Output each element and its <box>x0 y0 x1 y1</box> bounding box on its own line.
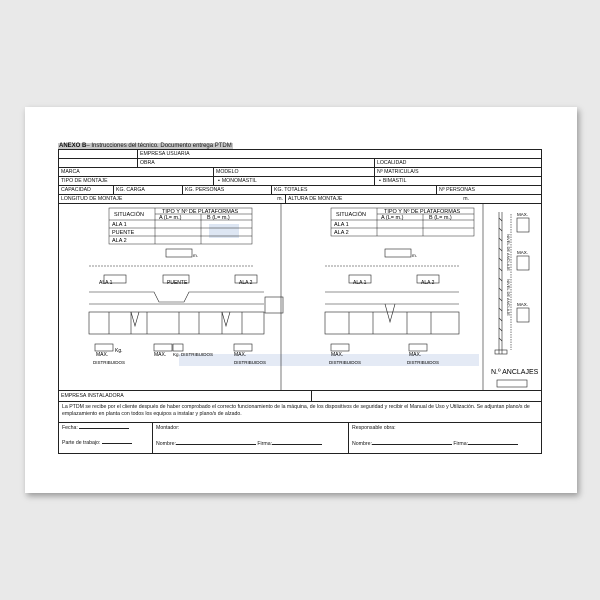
bim-m-label: m. <box>193 253 198 258</box>
bim-row-ala2: ALA 2 <box>112 238 127 244</box>
label-responsable-nombre: Nombre: <box>352 441 372 447</box>
bim-col-a: A (L= m.) <box>159 215 182 221</box>
label-empresa-instaladora: EMPRESA INSTALADORA <box>61 393 124 399</box>
bim-kg-1: Kg. <box>115 348 123 354</box>
fecha-line[interactable] <box>79 428 129 429</box>
label-capacidad: CAPACIDAD <box>61 187 91 193</box>
mono-col-b: B (L= m.) <box>429 215 452 221</box>
label-kg-carga: KG. CARGA <box>116 187 145 193</box>
mono-col-a: A (L= m.) <box>381 215 404 221</box>
row-marca <box>58 168 542 177</box>
checkbox-monomastil[interactable]: ▪ <box>218 178 220 184</box>
label-fecha: Fecha: <box>62 425 78 431</box>
mast-max-2: MAX. <box>517 250 529 255</box>
montador-column <box>153 423 349 453</box>
mono-m-label: m. <box>412 253 417 258</box>
diagram-area <box>58 204 542 391</box>
label-bimastil: BIMASTIL <box>382 178 407 184</box>
label-kg-personas: KG. PERSONAS <box>185 187 225 193</box>
field-kg-totales[interactable] <box>272 186 437 194</box>
unit-m-longitud: m. <box>277 196 283 202</box>
mono-row-ala2: ALA 2 <box>334 230 349 236</box>
bim-max-1: MAX. <box>96 352 109 358</box>
mast-max-3: MAX. <box>517 302 529 307</box>
bim-ala2-label: ALA 2 <box>239 280 253 286</box>
responsable-nombre-line[interactable] <box>372 444 452 445</box>
annex-title-highlight <box>58 143 233 149</box>
label-modelo: MODELO <box>216 169 239 175</box>
checkbox-bimastil[interactable]: ▪ <box>379 178 381 184</box>
blank-cell <box>59 150 138 158</box>
row-empresa-usuaria <box>58 149 542 159</box>
label-responsable-firma: Firma: <box>453 441 469 447</box>
label-altura-montaje: ALTURA DE MONTAJE <box>288 196 343 202</box>
label-localidad: LOCALIDAD <box>377 160 407 166</box>
label-cell-capacidad <box>59 186 114 194</box>
field-n-personas[interactable] <box>437 186 541 194</box>
bim-puente-label: PUENTE <box>167 280 188 286</box>
monomastil-diagram <box>325 249 459 351</box>
bim-kg-distribuidos: Kg. DISTRIBUIDOS <box>173 352 214 357</box>
option-monomastil[interactable] <box>214 177 375 185</box>
label-obra: OBRA <box>140 160 155 166</box>
label-cell-tipo-montaje <box>59 177 214 185</box>
mono-tipo-header: TIPO Y Nº DE PLATAFORMAS <box>384 209 461 215</box>
document-sheet <box>25 107 577 493</box>
bim-tipo-header: TIPO Y Nº DE PLATAFORMAS <box>162 209 239 215</box>
mono-row-ala1: ALA 1 <box>334 222 349 228</box>
bim-situacion: SITUACIÓN <box>114 212 144 218</box>
bim-ala1-label: ALA 1 <box>99 280 113 286</box>
mono-max-2: MAX. <box>409 352 422 358</box>
option-bimastil[interactable] <box>375 177 541 185</box>
field-kg-personas[interactable] <box>183 186 272 194</box>
label-montador: Montador: <box>156 425 180 431</box>
field-matricula[interactable] <box>375 168 541 176</box>
date-column <box>59 423 153 453</box>
field-modelo[interactable] <box>214 168 375 176</box>
field-empresa-instaladora[interactable] <box>59 391 312 401</box>
label-montador-nombre: Nombre: <box>156 441 176 447</box>
field-obra[interactable] <box>138 159 375 167</box>
row-obra <box>58 159 542 168</box>
field-longitud-montaje[interactable] <box>59 195 286 203</box>
label-montador-firma: Firma: <box>257 441 273 447</box>
field-tecnico-instaladora[interactable] <box>312 391 541 401</box>
mast-level-label-2: NIVEL DE ANCLAJE <box>506 279 511 316</box>
diagram-svg <box>59 204 543 390</box>
mast-diagram <box>495 212 529 387</box>
label-monomastil: MONOMASTIL <box>221 178 257 184</box>
fecha-field[interactable] <box>62 425 149 431</box>
bim-distribuidos-1: DISTRIBUIDOS <box>93 360 126 365</box>
bim-row-puente: PUENTE <box>112 230 135 236</box>
label-kg-totales: KG. TOTALES <box>274 187 308 193</box>
annex-subtitle: – Instrucciones del técnico. Documento entrega PTDM <box>86 143 232 149</box>
note-text: La PTDM se recibe por el cliente después de haber comprobado el correcto funcionamiento de la máquina, de los dispositivos de seguridad y recibir el Manual de Uso y Utilización. Se adjuntan plano/s de emplazamiento en planta con todos los equipos a instalar y plano/s de alzado. <box>62 404 530 417</box>
label-empresa-usuaria: EMPRESA USUARIA <box>140 151 190 157</box>
label-parte: Parte de trabajo: <box>62 440 101 446</box>
field-altura-montaje[interactable] <box>286 195 541 203</box>
row-longitud-altura <box>58 195 542 204</box>
montador-firma-line[interactable] <box>272 444 322 445</box>
bim-col-b: B (L= m.) <box>207 215 230 221</box>
field-localidad[interactable] <box>375 159 541 167</box>
field-kg-carga[interactable] <box>114 186 183 194</box>
n-anclajes-label: N.º ANCLAJES <box>491 369 539 376</box>
parte-line[interactable] <box>102 443 132 444</box>
row-instaladora <box>58 391 542 402</box>
bim-row-ala1: ALA 1 <box>112 222 127 228</box>
annex-form <box>58 140 542 454</box>
field-empresa-usuaria[interactable] <box>138 150 541 158</box>
montador-sign-row <box>156 441 345 447</box>
montador-nombre-line[interactable] <box>176 444 256 445</box>
mast-max-1: MAX. <box>517 212 529 217</box>
field-marca[interactable] <box>59 168 214 176</box>
responsable-firma-line[interactable] <box>468 444 518 445</box>
row-tipo-montaje <box>58 177 542 186</box>
parte-field[interactable] <box>62 440 149 446</box>
row-capacidad <box>58 186 542 195</box>
mono-distribuidos-2: DISTRIBUIDOS <box>407 360 440 365</box>
reception-note <box>58 402 542 423</box>
mast-level-label-1: NIVEL DE ANCLAJE <box>506 234 511 271</box>
label-matricula: Nº MATRICULA/S <box>377 169 419 175</box>
responsable-sign-row <box>352 441 538 447</box>
mono-distribuidos-1: DISTRIBUIDOS <box>329 360 362 365</box>
label-marca: MARCA <box>61 169 80 175</box>
page-title <box>58 140 542 149</box>
label-tipo-montaje: TIPO DE MONTAJE <box>61 178 108 184</box>
unit-m-altura: m. <box>463 196 469 202</box>
mono-ala1-label: ALA 1 <box>353 280 367 286</box>
bim-distribuidos-3: DISTRIBUIDOS <box>234 360 267 365</box>
label-responsable: Responsable obra: <box>352 425 396 431</box>
bimastil-diagram <box>89 249 283 351</box>
bim-max-2: MAX. <box>154 352 167 358</box>
mono-ala2-label: ALA 2 <box>421 280 435 286</box>
label-longitud-montaje: LONGITUD DE MONTAJE <box>61 196 123 202</box>
responsable-column <box>349 423 541 453</box>
bim-max-3: MAX. <box>234 352 247 358</box>
label-n-personas: Nº PERSONAS <box>439 187 475 193</box>
signature-section <box>58 423 542 454</box>
annex-label: ANEXO B <box>59 143 87 149</box>
mono-max-1: MAX. <box>331 352 344 358</box>
blank-cell <box>59 159 138 167</box>
mono-situacion: SITUACIÓN <box>336 212 366 218</box>
